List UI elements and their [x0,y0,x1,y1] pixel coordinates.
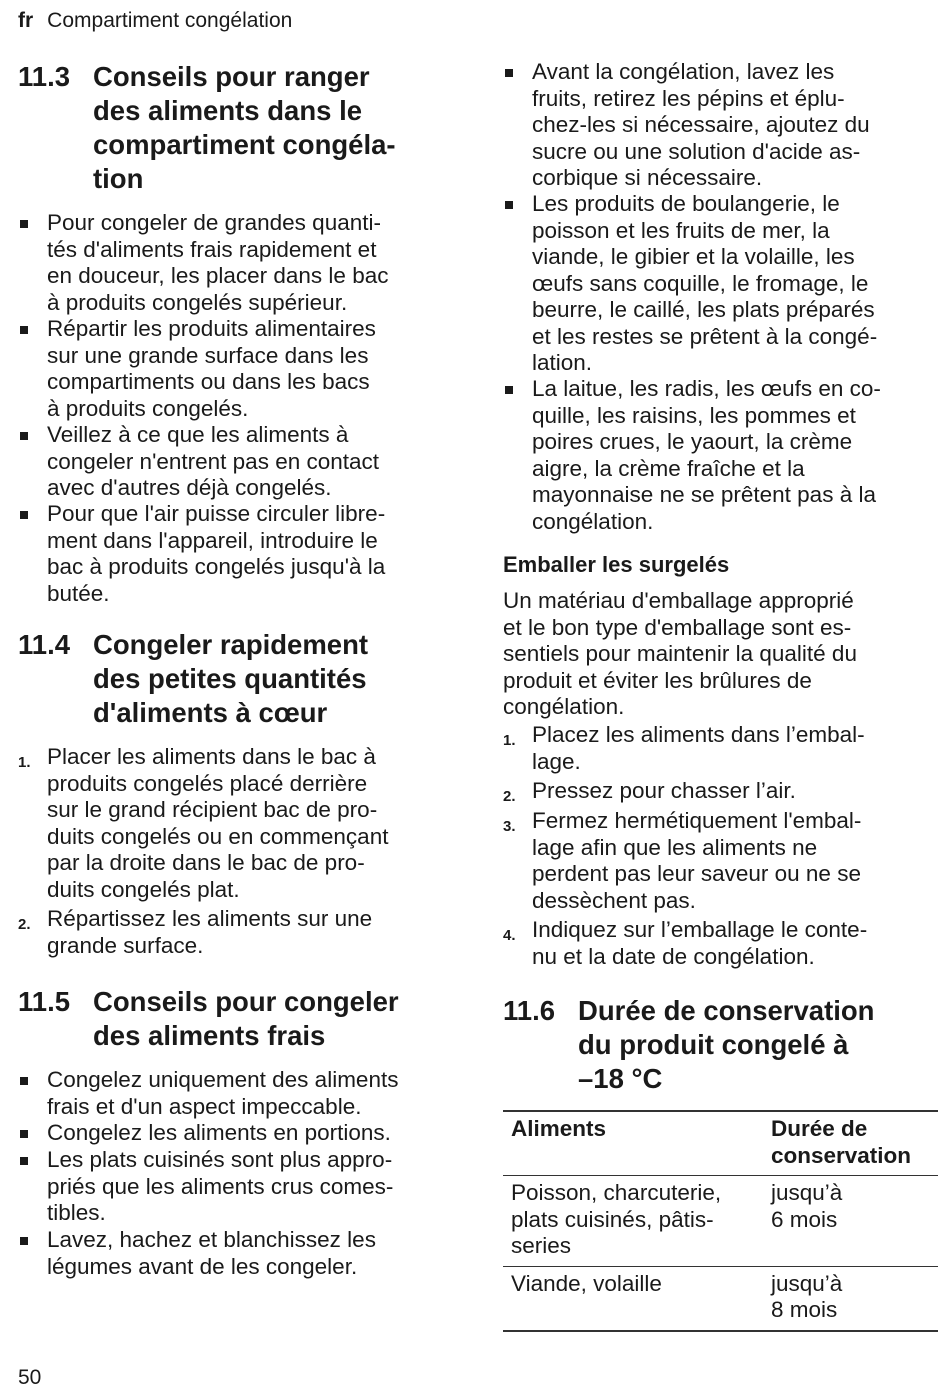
list-item: Veillez à ce que les aliments à congeler n'entrent pas en contact avec d'autres déjà congelés. [18,422,379,502]
section-title: Conseils pour congeler des aliments frais [93,986,399,1051]
bullet-square-icon [20,432,28,440]
step-number: 2. [503,788,516,805]
bullet-square-icon [20,511,28,519]
storage-duration-table [503,1110,938,1332]
list-item: Les produits de boulangerie, le poisson et les fruits de mer, la viande, le gibier et la volaille, les œufs sans coquille, le fromage, le beurre, le caillé, les plats préparés et les restes se prêtent à la congé- lation. [503,191,877,377]
section-11-6-heading [503,994,938,1096]
language-code: fr [18,9,34,32]
bullet-square-icon [20,1077,28,1085]
section-title: Durée de conservation du produit congelé à –18 °C [578,995,875,1094]
intro-paragraph: Un matériau d'emballage approprié et le bon type d'emballage sont es- sentiels pour maintenir la qualité du produit et éviter les brûlures de congélation. [503,588,857,719]
bullet-square-icon [505,201,513,209]
numbered-step: 2. Répartissez les aliments sur une grande surface. [18,906,373,958]
numbered-step: 1. Placer les aliments dans le bac à produits congelés placé derrière sur le grand récipient bac de pro- duits congelés ou en commençant par la droite dans le bac de pro- duits congelés plat. [18,744,389,902]
numbered-step: 4. Indiquez sur l’emballage le conte- nu et la date de congélation. [503,917,868,969]
section-11-3-heading [18,60,448,196]
step-number: 2. [18,916,31,933]
bullet-square-icon [20,1130,28,1138]
numbered-step: 3. Fermez hermétiquement l'embal- lage afin que les aliments ne perdent pas leur saveur ou ne se dessèchent pas. [503,808,862,913]
list-item: Pour congeler de grandes quanti- tés d'aliments frais rapidement et en douceur, les placer dans le bac à produits congelés supérieur. [18,210,388,316]
section-number: 11.6 [503,995,556,1026]
step-number: 3. [503,818,516,835]
table-row [503,1266,938,1331]
table-cell: Viande, volaille [503,1266,763,1331]
bullet-square-icon [20,1237,28,1245]
section-number: 11.5 [18,986,71,1017]
numbered-step: 2. Pressez pour chasser l’air. [503,778,796,805]
step-number: 1. [503,732,516,749]
list-item: Les plats cuisinés sont plus appro- priés que les aliments crus comes- tibles. [18,1147,393,1227]
list-item: Lavez, hachez et blanchissez les légumes avant de les congeler. [18,1227,376,1280]
list-item: Congelez uniquement des aliments frais et d'un aspect impeccable. [18,1067,398,1120]
table-cell: jusqu’à 8 mois [763,1266,938,1331]
list-item: Répartir les produits alimentaires sur une grande surface dans les compartiments ou dans les bacs à produits congelés. [18,316,376,422]
page-header [18,9,292,33]
column-header-duration: Durée de conservation [763,1111,938,1176]
numbered-step: 1. Placez les aliments dans l’embal- lage. [503,722,865,774]
section-number: 11.3 [18,61,71,92]
bullet-square-icon [20,326,28,334]
table-header-row [503,1111,938,1176]
list-item: Congelez les aliments en portions. [18,1120,391,1147]
subsection-heading: Emballer les surgelés [503,552,730,577]
step-number: 4. [503,927,516,944]
table-cell: Poisson, charcuterie, plats cuisinés, pâtis- series [503,1176,763,1267]
section-title: Conseils pour ranger des aliments dans le compartiment congéla- tion [93,61,396,194]
list-item: Avant la congélation, lavez les fruits, retirez les pépins et éplu- chez-les si nécessaire, ajoutez du sucre ou une solution d'acide as- corbique si nécessaire. [503,59,870,192]
table-row [503,1176,938,1267]
page-number: 50 [18,1366,42,1389]
bullet-square-icon [505,386,513,394]
chapter-title: Compartiment congélation [47,9,293,32]
section-11-5-heading [18,985,448,1053]
table-cell: jusqu’à 6 mois [763,1176,938,1267]
bullet-square-icon [20,220,28,228]
bullet-square-icon [20,1157,28,1165]
list-item: La laitue, les radis, les œufs en co- quille, les raisins, les pommes et poires crues, le yaourt, la crème aigre, la crème fraîche et la mayonnaise ne se prêtent pas à la congélation. [503,376,881,535]
column-header-food: Aliments [503,1111,763,1176]
section-title: Congeler rapidement des petites quantités d'aliments à cœur [93,629,369,728]
step-number: 1. [18,754,31,771]
section-number: 11.4 [18,629,71,660]
bullet-square-icon [505,69,513,77]
section-11-4-heading [18,628,448,730]
list-item: Pour que l'air puisse circuler libre- ment dans l'appareil, introduire le bac à produits congelés jusqu'à la butée. [18,501,385,607]
